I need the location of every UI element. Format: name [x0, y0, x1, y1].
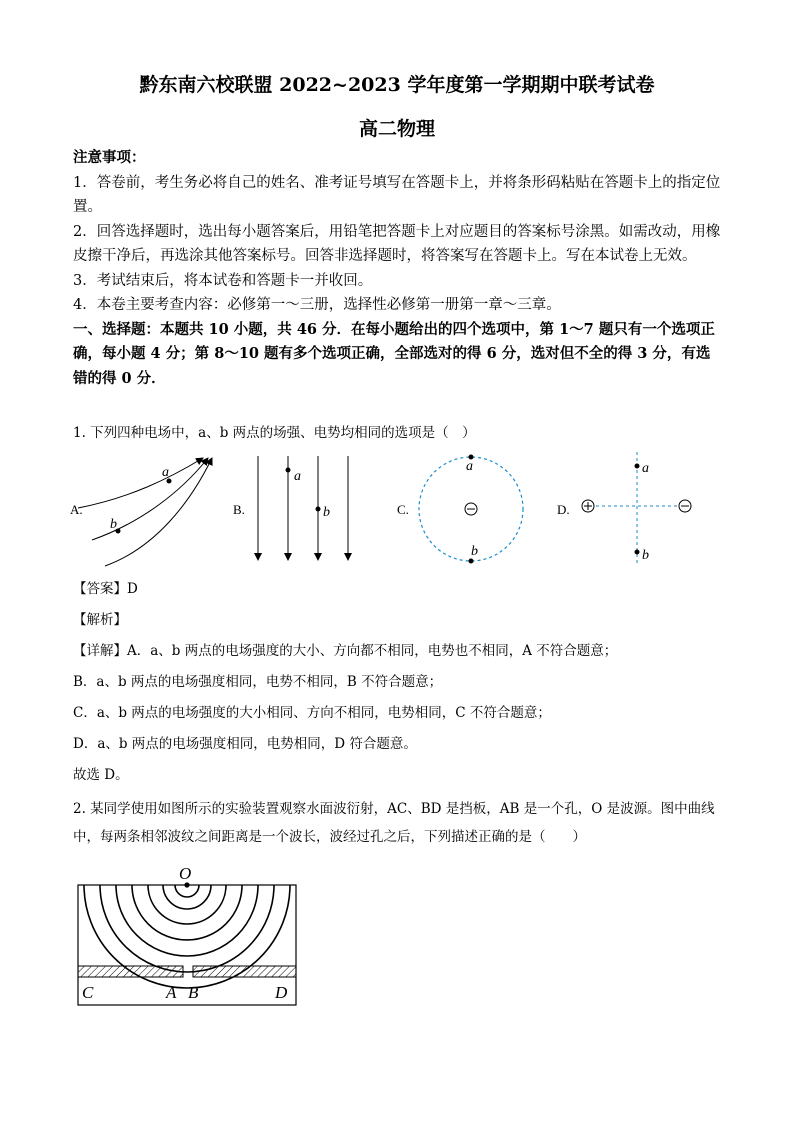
option-a-label: A. — [70, 502, 83, 517]
field-line — [105, 458, 212, 566]
question-1-solution — [73, 574, 723, 791]
label-c: C — [82, 983, 94, 1002]
label-b: B — [188, 983, 199, 1002]
point-b — [469, 559, 474, 564]
point-b — [316, 507, 321, 512]
detail-line: 故选 D。 — [73, 767, 129, 783]
option-c-label: C. — [397, 502, 409, 517]
detail-line: D．a、b 两点的电场强度相同，电势相同，D 符合题意。 — [73, 736, 417, 752]
barrier-bd — [193, 966, 296, 977]
question-1-figures — [60, 448, 740, 573]
section-heading: 一、选择题：本题共 10 小题，共 46 分．在每小题给出的四个选项中，第 1～7 题只有一个选项正确，每小题 4 分；第 8～10 题有多个选项正确，全部选对的得 6 分，选对但不全的得 3 分，有选错的得 0 分． — [73, 320, 715, 387]
point-b-label: b — [110, 517, 117, 532]
point-a — [286, 468, 291, 473]
detail-line: B．a、b 两点的电场强度相同，电势不相同，B 不符合题意； — [73, 674, 443, 690]
detail-line: 【详解】A．a、b 两点的电场强度的大小、方向都不相同，电势也不相同，A 不符合题意； — [73, 643, 618, 659]
point-b-label: b — [642, 548, 649, 563]
question-2-stem: 2. 某同学使用如图所示的实验装置观察水面波衍射，AC、BD 是挡板，AB 是一个孔，O 是波源。图中曲线中，每两条相邻波纹之间距离是一个波长，波经过孔之后，下列描述正确的是（ ） — [73, 801, 715, 845]
exam-title: 黔东南六校联盟 2022~2023 学年度第一学期期中联考试卷 — [139, 74, 655, 96]
point-b-label: b — [323, 505, 330, 520]
point-a-label: a — [642, 461, 649, 476]
point-a-label: a — [162, 465, 169, 480]
point-b-label: b — [471, 544, 478, 559]
label-o: O — [179, 864, 192, 883]
field-line — [78, 458, 203, 508]
exam-subject: 高二物理 — [358, 118, 435, 140]
point-a — [635, 464, 640, 469]
label-a: A — [166, 983, 177, 1002]
exam-notes — [73, 146, 723, 391]
answer-line: 【答案】D — [73, 581, 138, 597]
notes-heading: 注意事项： — [73, 149, 146, 166]
option-d-label: D. — [557, 502, 570, 517]
point-a-label: a — [294, 469, 301, 484]
question-1 — [73, 418, 723, 449]
wave-source — [184, 882, 189, 887]
label-d: D — [275, 983, 288, 1002]
barrier-ac — [78, 966, 183, 977]
question-2 — [73, 795, 723, 851]
tank-border — [78, 885, 296, 1005]
notes-item: 2．回答选择题时，选出每小题答案后，用铅笔把答题卡上对应题目的答案标号涂黑。如需改动，用橡皮擦干净后，再选涂其他答案标号。回答非选择题时，将答案写在答题卡上。写在本试卷上无效。 — [73, 223, 721, 264]
detail-line: C．a、b 两点的电场强度的大小相同、方向不相同，电势相同，C 不符合题意； — [73, 705, 551, 721]
point-a-label: a — [466, 459, 473, 474]
analysis-heading: 【解析】 — [73, 612, 127, 628]
notes-item: 4．本卷主要考查内容：必修第一～三册，选择性必修第一册第一章～三章。 — [73, 297, 561, 313]
point-b — [635, 550, 640, 555]
notes-item: 1．答卷前，考生务必将自己的姓名、准考证号填写在答题卡上，并将条形码粘贴在答题卡上的指定位置。 — [73, 174, 721, 215]
wave-diffraction-figure — [70, 860, 310, 1010]
notes-item: 3．考试结束后，将本试卷和答题卡一并收回。 — [73, 272, 373, 289]
question-1-stem: 1. 下列四种电场中，a、b 两点的场强、电势均相同的选项是（ ） — [73, 425, 476, 441]
option-b-label: B. — [233, 502, 245, 517]
